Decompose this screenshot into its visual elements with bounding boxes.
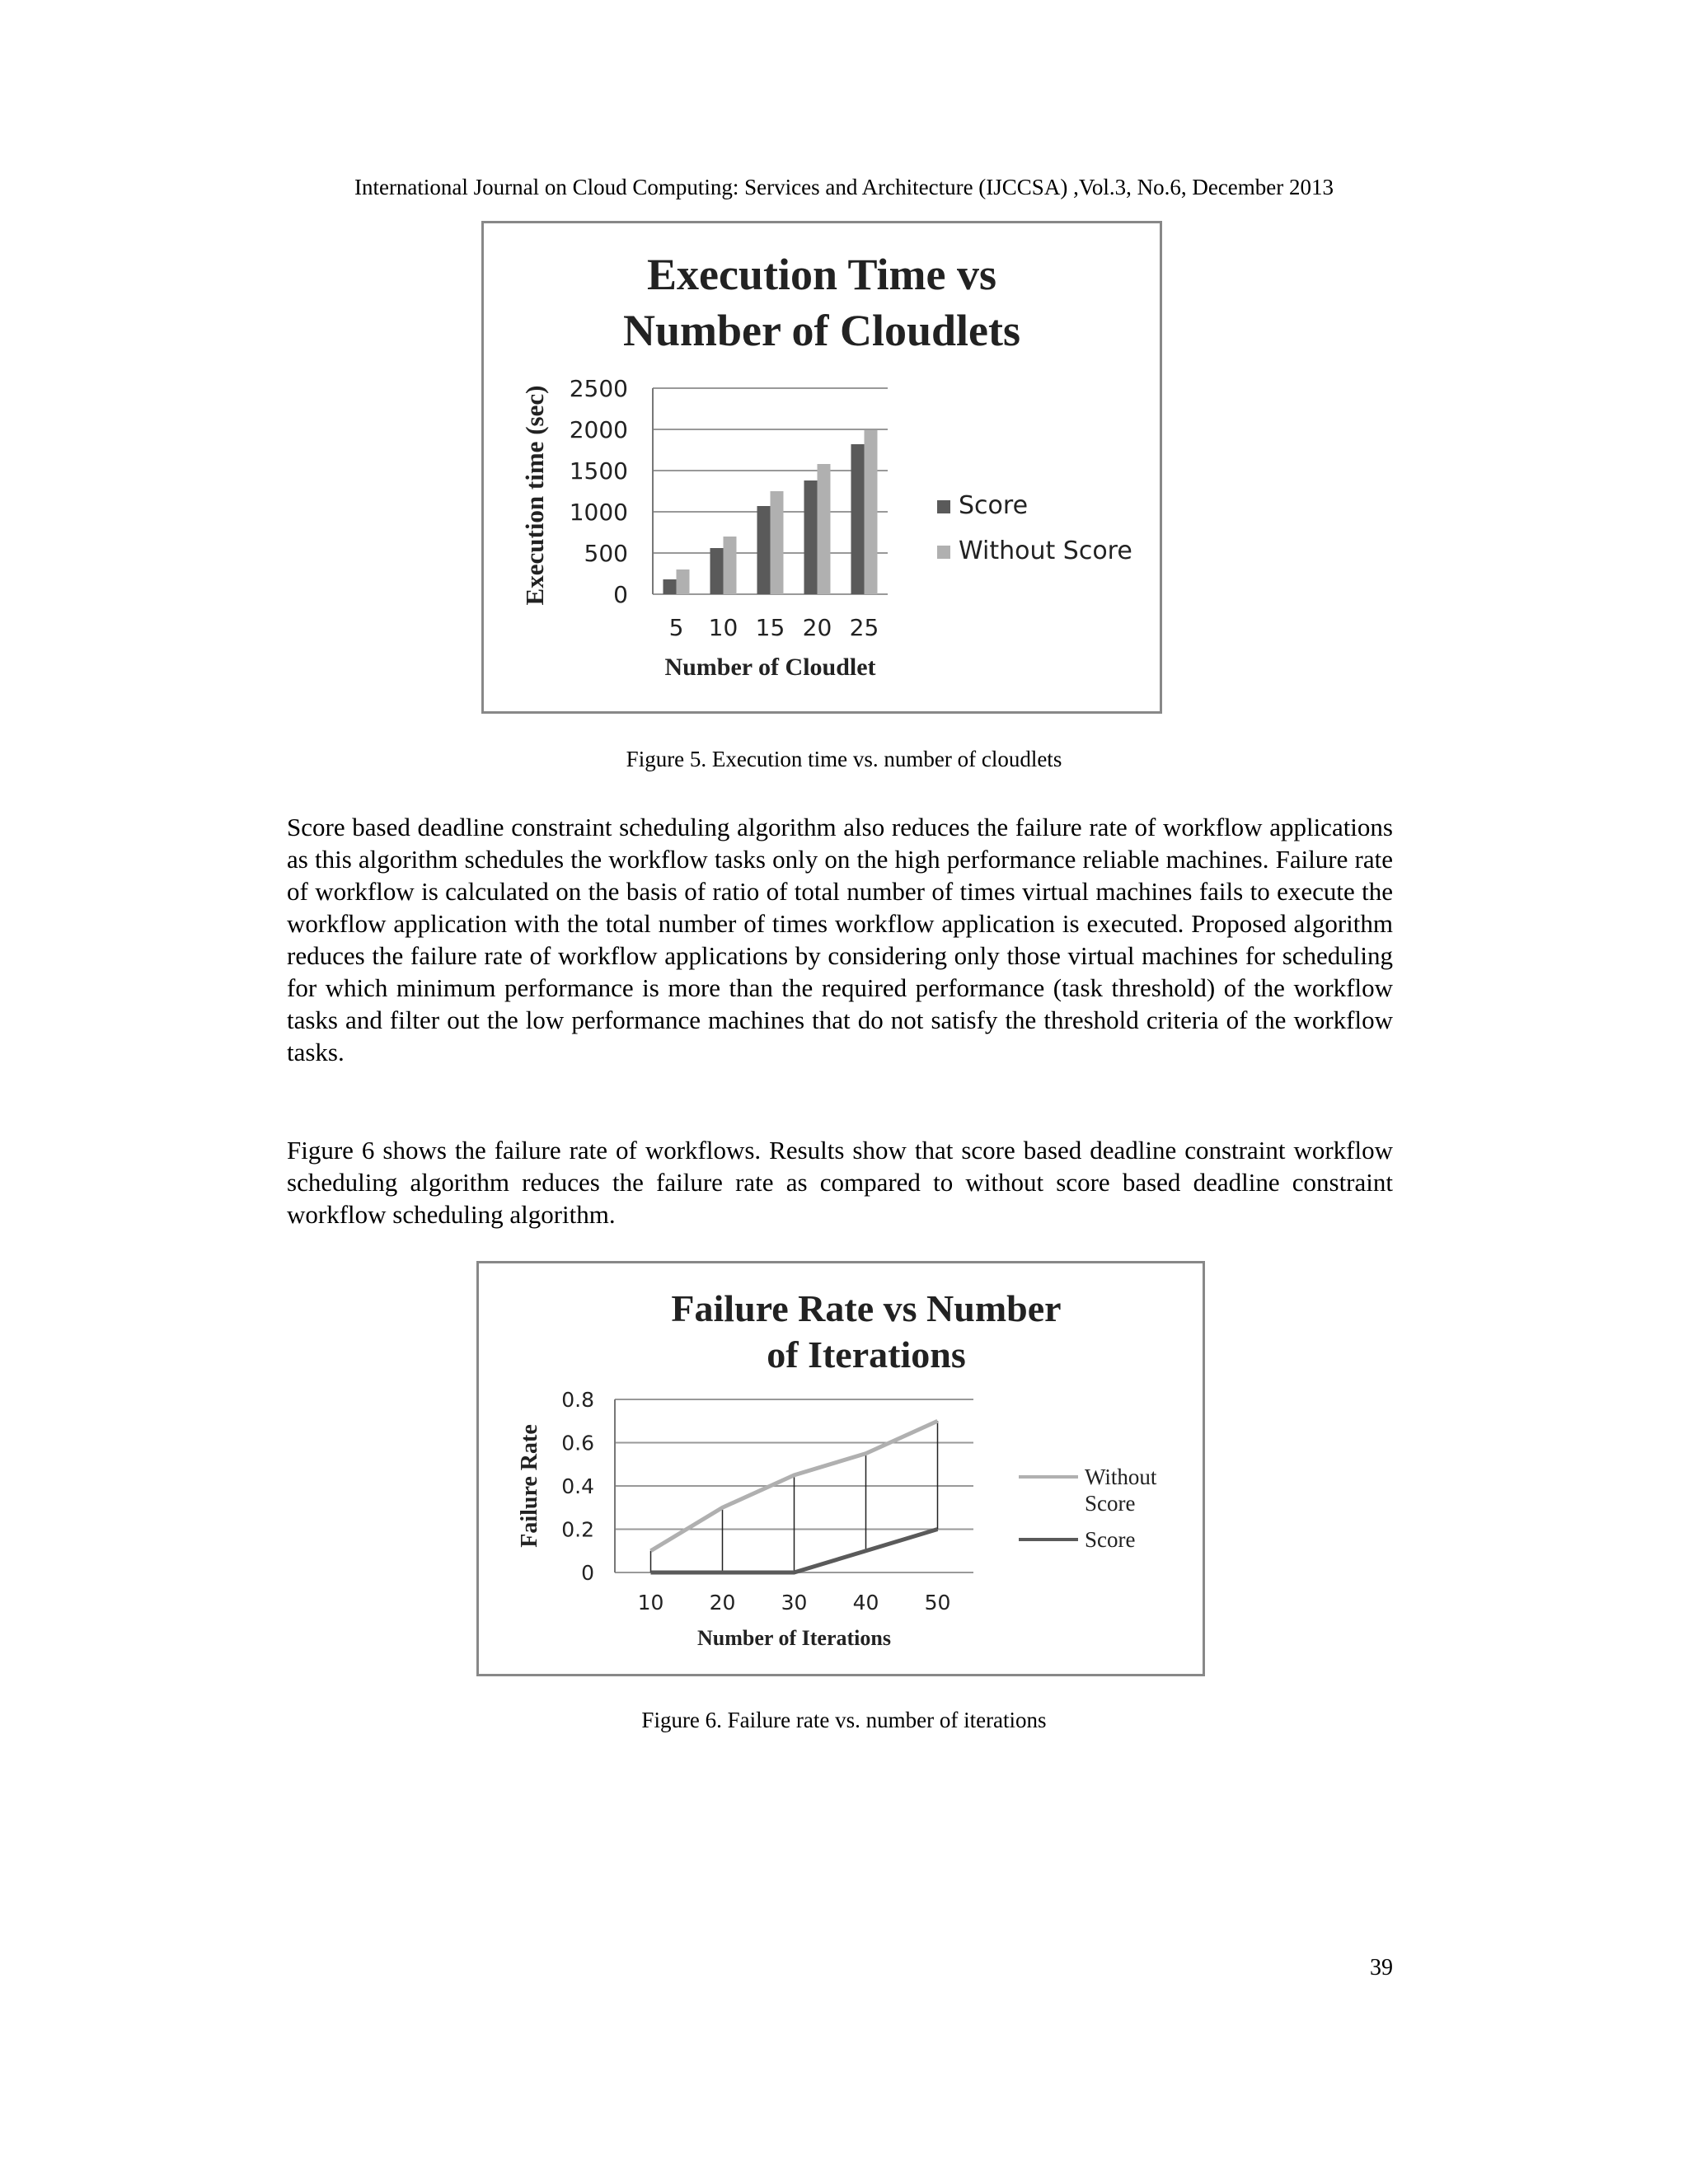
y-tick-label: 0 (613, 581, 628, 608)
figure-6-caption: Figure 6. Failure rate vs. number of iterations (641, 1708, 1047, 1732)
paragraph-figure-6: Figure 6 shows the failure rate of workflows. Results show that score based deadline constraint workflow scheduling algorithm reduces the failure rate as compared to without score based deadline constraint workflow scheduling algorithm. (287, 1136, 1393, 1229)
chart-title-line: of Iterations (767, 1333, 966, 1376)
x-tick-label: 10 (637, 1591, 664, 1615)
y-tick-label: 500 (584, 540, 628, 567)
chart-title-line: Number of Cloudlets (622, 306, 1021, 355)
x-tick-label: 15 (755, 614, 785, 641)
x-axis-label: Number of Cloudlet (664, 654, 876, 681)
y-tick-label: 0.2 (561, 1517, 594, 1542)
legend-swatch (937, 546, 950, 559)
legend-label: Score (959, 491, 1029, 520)
x-axis-label: Number of Iterations (697, 1626, 891, 1650)
y-tick-label: 0 (581, 1561, 594, 1585)
y-tick-label: 1500 (569, 457, 628, 485)
chart-title-line: Failure Rate vs Number (671, 1287, 1062, 1329)
x-tick-label: 20 (802, 614, 832, 641)
bar-score (757, 506, 771, 594)
paragraph-failure-rate: Score based deadline constraint scheduling algorithm also reduces the failure rate of workflow applications as this algorithm schedules the workflow tasks only on the high performance reliable machines. Failure rate of workflow is calculated on the basis of ratio of total number of times virtual machines fails to execute the workflow application with the total number of times workflow application is executed. Proposed algorithm reduces the failure rate of workflow applications by considering only those virtual machines for scheduling for which minimum performance is more than the required performance (task threshold) of the workflow tasks and filter out the low performance machines that do not satisfy the threshold criteria of the workflow tasks. (287, 813, 1393, 1066)
bar-without-score (865, 430, 878, 594)
bar-without-score (724, 537, 737, 594)
x-tick-label: 25 (849, 614, 879, 641)
bar-without-score (771, 491, 784, 594)
bar-score (804, 480, 818, 594)
execution-time-bar-chart (484, 223, 1160, 711)
bar-score (851, 444, 865, 594)
legend-label: Without (1085, 1465, 1157, 1489)
legend-label: Score (1085, 1491, 1136, 1516)
x-tick-label: 5 (668, 614, 684, 641)
x-tick-label: 50 (924, 1591, 951, 1615)
y-tick-label: 0.6 (561, 1431, 594, 1455)
journal-header: International Journal on Cloud Computing: Services and Architecture (IJCCSA) ,Vol.3, No.6, December 2013 (354, 175, 1334, 199)
y-tick-label: 0.8 (561, 1388, 594, 1412)
y-tick-label: 1000 (569, 499, 628, 526)
bar-without-score (818, 464, 831, 594)
y-axis-label: Failure Rate (517, 1424, 542, 1548)
legend-label: Score (1085, 1527, 1136, 1552)
failure-rate-line-chart (479, 1263, 1203, 1674)
figure-5-chart (481, 221, 1162, 714)
figure-6-chart (476, 1261, 1205, 1676)
legend-swatch (937, 500, 950, 513)
chart-title-line: Execution Time vs (646, 250, 997, 299)
bar-score (710, 548, 724, 594)
x-tick-label: 20 (709, 1591, 736, 1615)
x-tick-label: 30 (781, 1591, 808, 1615)
y-tick-label: 0.4 (561, 1474, 594, 1498)
page-number: 39 (1370, 1955, 1393, 1980)
bar-score (663, 579, 677, 594)
x-tick-label: 40 (852, 1591, 879, 1615)
legend-label: Without Score (959, 537, 1132, 565)
bar-without-score (677, 569, 690, 594)
y-tick-label: 2000 (569, 416, 628, 443)
y-axis-label: Execution time (sec) (520, 385, 549, 606)
x-tick-label: 10 (708, 614, 738, 641)
figure-5-caption: Figure 5. Execution time vs. number of cloudlets (626, 747, 1062, 771)
y-tick-label: 2500 (569, 375, 628, 402)
